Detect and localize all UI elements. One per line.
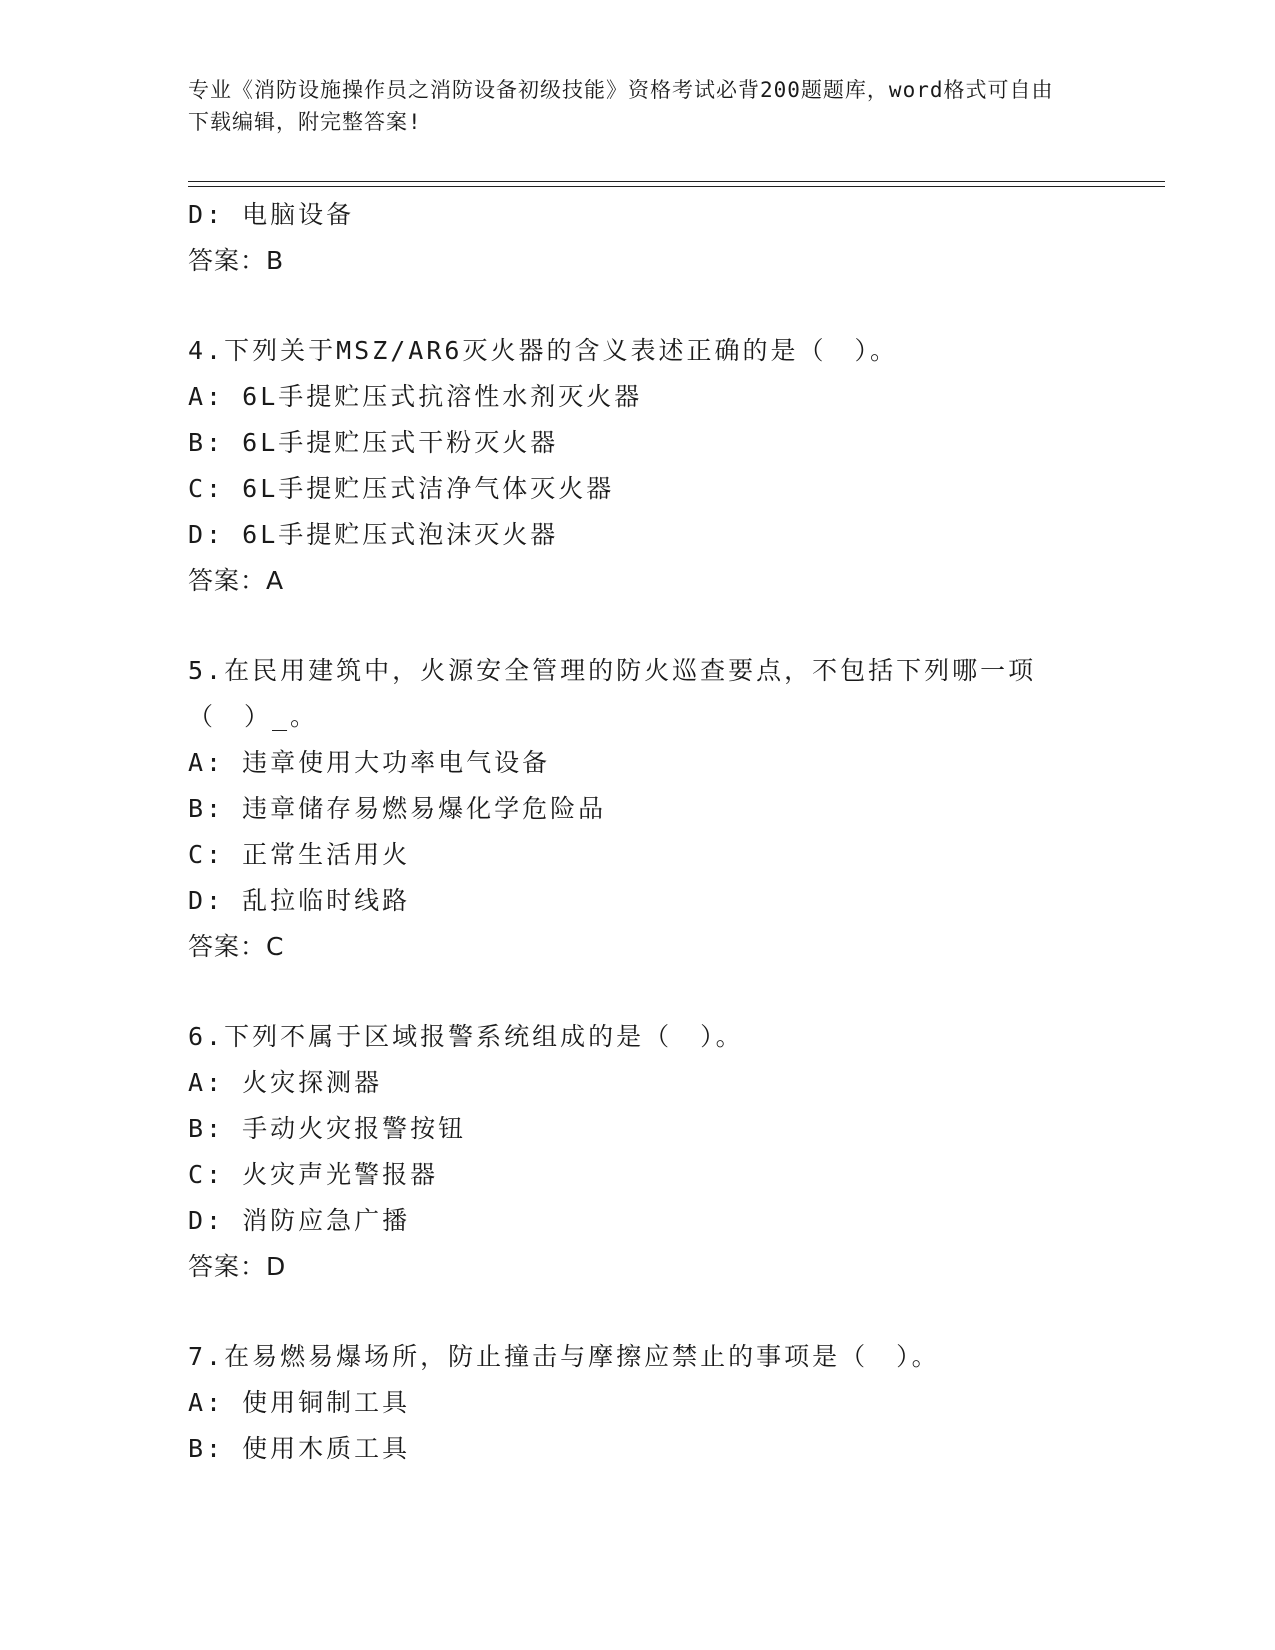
question-stem-line2: （ ）_。 [188, 702, 319, 731]
option-a: A: 使用铜制工具 [188, 1388, 411, 1417]
option-b: B: 违章储存易燃易爆化学危险品 [188, 794, 607, 823]
option-b: B: 使用木质工具 [188, 1434, 411, 1463]
option-d: D: 乱拉临时线路 [188, 886, 411, 915]
option-a: A: 6L手提贮压式抗溶性水剂灭火器 [188, 382, 643, 411]
question-stem: 7.在易燃易爆场所，防止撞击与摩擦应禁止的事项是（ ）。 [188, 1342, 940, 1371]
answer: 答案：A [188, 566, 285, 595]
question-stem: 4.下列关于MSZ/AR6灭火器的含义表述正确的是（ ）。 [188, 336, 898, 365]
option-c: C: 火灾声光警报器 [188, 1160, 439, 1189]
header-divider-bottom [188, 186, 1165, 187]
question-5 [188, 648, 1088, 970]
question-7 [188, 1334, 1088, 1472]
question-stem-line1: 5.在民用建筑中，火源安全管理的防火巡查要点，不包括下列哪一项 [188, 656, 1037, 685]
header-divider-top [188, 181, 1165, 182]
option-c: C: 6L手提贮压式洁净气体灭火器 [188, 474, 615, 503]
option-a: A: 违章使用大功率电气设备 [188, 748, 551, 777]
option-d: D: 消防应急广播 [188, 1206, 411, 1235]
option-d: D: 6L手提贮压式泡沫灭火器 [188, 520, 559, 549]
answer: 答案：C [188, 932, 285, 961]
option-a: A: 火灾探测器 [188, 1068, 383, 1097]
question-stem: 6.下列不属于区域报警系统组成的是（ ）。 [188, 1022, 744, 1051]
option-d: D: 电脑设备 [188, 200, 355, 229]
option-c: C: 正常生活用火 [188, 840, 411, 869]
answer: 答案：D [188, 1252, 287, 1281]
document-header: 专业《消防设施操作员之消防设备初级技能》资格考试必背200题题库，word格式可自由下载编辑，附完整答案! [188, 78, 1054, 134]
question-6 [188, 1014, 1088, 1290]
option-b: B: 手动火灾报警按钮 [188, 1114, 467, 1143]
answer: 答案：B [188, 246, 285, 275]
question-4 [188, 328, 1088, 604]
question-list [188, 192, 1088, 1472]
option-b: B: 6L手提贮压式干粉灭火器 [188, 428, 559, 457]
